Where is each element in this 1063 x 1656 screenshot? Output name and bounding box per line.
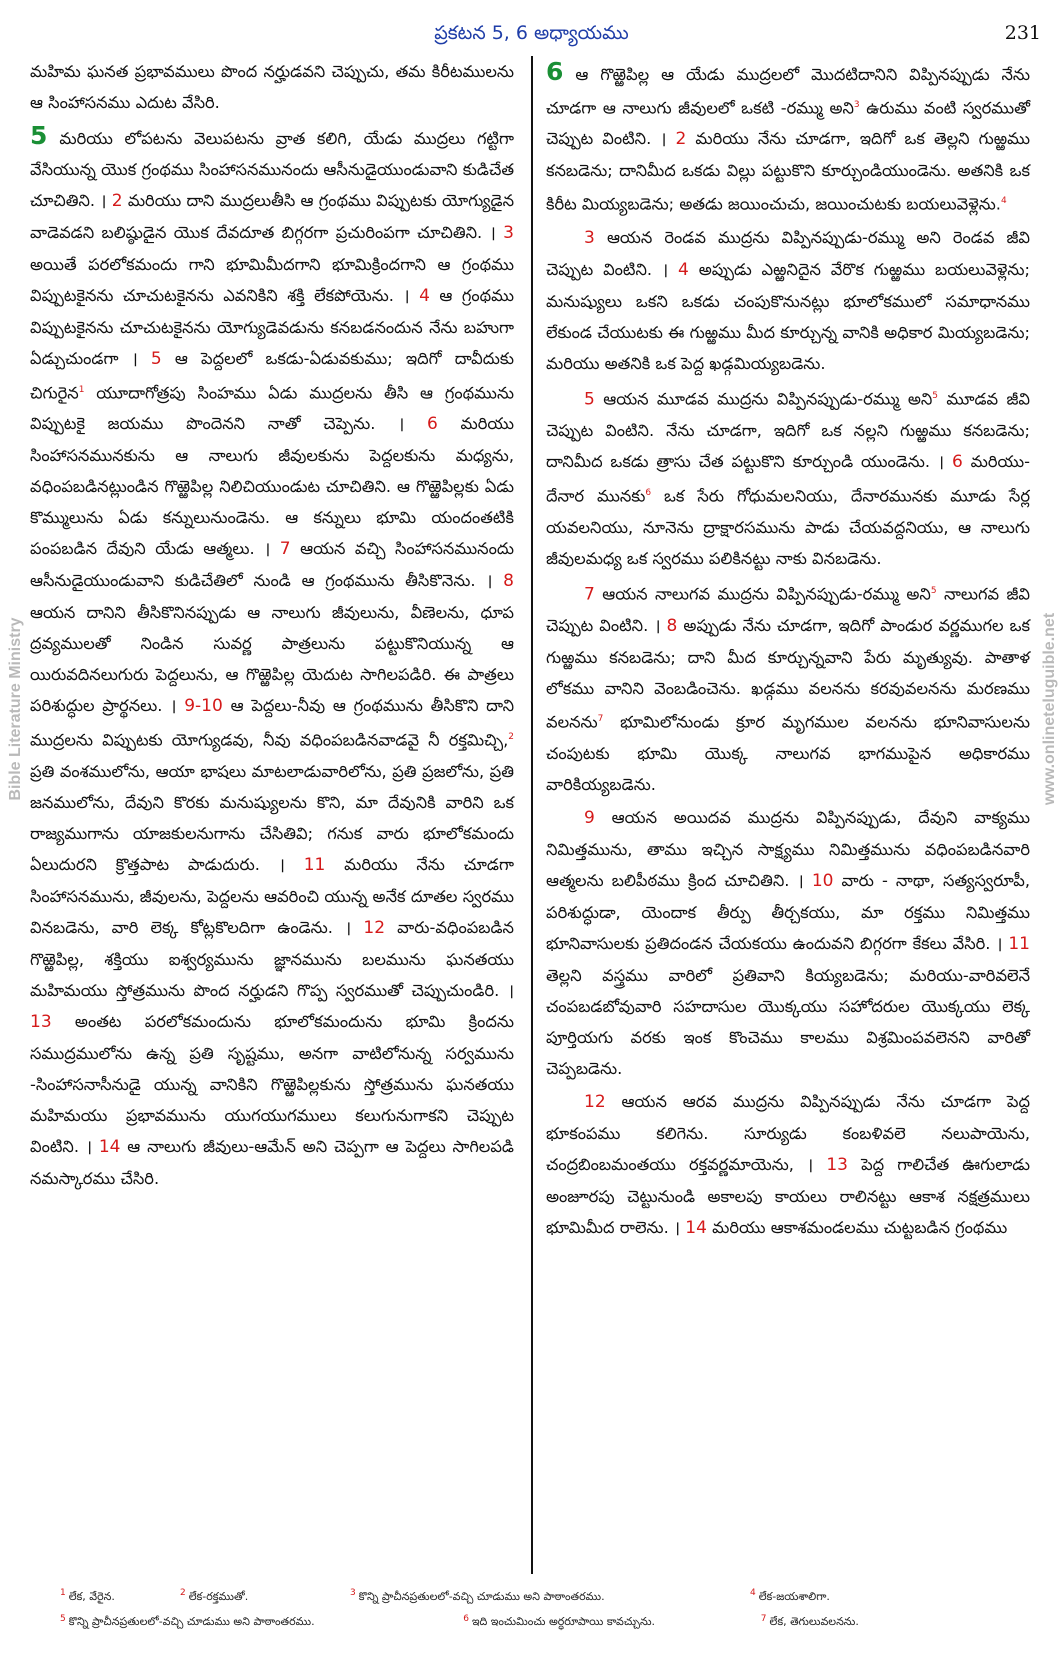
paragraph [546, 222, 1030, 379]
footnote-text: కొన్ని ప్రాచీనప్రతులలో-వచ్చి చూడుము అని పాఠాంతరము. [68, 1615, 315, 1629]
verse-text: అంతట పరలోకమందును భూలోకమందును భూమి క్రిందను సముద్రములోను ఉన్న ప్రతి సృష్టము, అనగా వాటిలోనున్న సర్వమును -సింహాసనాసీనుడై యున్న వానికిని గొఱ్ఱెపిల్లకును స్తోత్రమును ఘనతయు మహిమయు ప్రభావమును యుగయుగములు కలుగునుగాకని చెప్పుట వింటిని. । [30, 1011, 514, 1156]
paragraph [546, 56, 1030, 220]
verse-text: నాలుగవ జీవి చెప్పుట వింటిని. । [546, 584, 1030, 636]
footnote-marker: 4 [1000, 196, 1007, 207]
chapter-number: 5 [30, 121, 48, 150]
footnote [463, 1608, 761, 1634]
verse-number: 12 [363, 917, 386, 938]
footnote-text: లేక, తెగులువలనను. [769, 1615, 859, 1629]
paragraph [546, 802, 1030, 1084]
verse-text: మరియు ఆకాశమండలము చుట్టబడిన గ్రంథము [712, 1217, 1008, 1237]
verse-number: 8 [503, 571, 514, 592]
footnote [350, 1582, 750, 1608]
verse-text: ఆయన అయిదవ ముద్రను విప్పినప్పుడు, దేవుని వాక్యము నిమిత్తమును, తాము ఇచ్చిన సాక్ష్యము నిమిత్తమును వధింపబడినవారి ఆత్మలను బలిపీఠము క్రింద చూచితిని. । [546, 807, 1030, 890]
footnote [761, 1608, 1020, 1634]
verse-number: 7 [584, 584, 595, 605]
verse-number: 2 [111, 191, 123, 211]
verse-text: ఒక సేరు గోధుమలనియు, దేనారమునకు మూడు సేర్ల యవలనియు, నూనెను ద్రాక్షారసమును పాడు చేయవద్దనియు, ఆ నాలుగు జీవులమధ్య ఒక స్వరము పలికినట్టు నాకు వినబడెను. [546, 486, 1030, 568]
verse-text: ఆయన దానిని తీసికొనినప్పుడు ఆ నాలుగు జీవులును, వీణెలను, ధూప ద్రవ్యములతో నిండిన సువర్ణ పాత్రలును పట్టుకొనియున్న ఆ యిరువదినలుగురు పెద్దలును, ఆ గొఱ్ఱెపిల్ల యెదుట సాగిలపడిరి. ఈ పాత్రలు పరిశుద్ధుల ప్రార్థనలు. । [30, 603, 514, 716]
verse-text: ఉరుము వంటి స్వరముతో చెప్పుట వింటిని. । [546, 98, 1030, 149]
verse-number: 13 [826, 1154, 848, 1175]
verse-text: ఆయన రెండవ ముద్రను విప్పినప్పుడు-రమ్ము అని రెండవ జీవి చెప్పుట వింటిని. । [546, 227, 1030, 279]
footnote-marker: 6 [645, 488, 652, 499]
footnote-mark: 3 [350, 1588, 356, 1598]
footnote-mark: 6 [463, 1613, 469, 1624]
verse-number: 3 [584, 227, 595, 248]
verse-text: ఆ గ్రంథము విప్పుటకైనను చూచుటకైనను యోగ్యుడెవడును కనబడనందున నేను బహుగా ఏడ్చుచుండగా । [30, 286, 514, 368]
verse-number: 11 [303, 854, 326, 875]
verse-number: 12 [584, 1091, 606, 1112]
verse-number: 13 [30, 1011, 52, 1032]
verse-text: మరియు నేను చూడగా, ఇదిగో ఒక తెల్లని గుఱ్ఱము కనబడెను; దానిమీద ఒకడు విల్లు పట్టుకొని కూర్చుండియుండెను. అతనికి ఒక కిరీట మియ్యబడెను; అతడు జయించుచు, జయించుటకు బయలువెళ్లెను. [546, 129, 1030, 214]
paragraph [546, 576, 1030, 800]
verse-number: 4 [678, 259, 689, 280]
footnote [60, 1608, 463, 1634]
verse-number: 7 [279, 539, 291, 560]
footnote-marker: 5 [930, 585, 937, 596]
verse-text: మరియు సింహాసనమునకును ఆ నాలుగు జీవులకును పెద్దలకును మధ్యను, వధింపబడినట్లుండిన గొఱ్ఱెపిల్ల నిలిచియుండుట చూచితిని. ఆ గొఱ్ఱెపిల్లకు ఏడు కొమ్ములును ఏడు కన్నులునుండెను. ఆ కన్నులు భూమి యందంతటికి పంపబడిన దేవుని యేడు ఆత్మలు. । [30, 414, 514, 559]
footnote-mark: 1 [60, 1588, 66, 1598]
paragraph [546, 381, 1030, 574]
verse-text: ఆయన మూడవ ముద్రను విప్పినప్పుడు-రమ్ము అని [603, 389, 933, 409]
verse-number: 14 [685, 1217, 707, 1238]
verse-number: 5 [150, 349, 162, 369]
verse-text: ఆ పెద్దలు-నీవు ఆ గ్రంథమును తీసికొని దాని ముద్రలను విప్పుటకు యోగ్యుడవు, నీవు వధింపబడినవాడవై నీ రక్తమిచ్చి, [30, 696, 514, 750]
verse-number: 11 [1008, 933, 1030, 954]
running-title: ప్రకటన 5, 6 అధ్యాయము [434, 22, 629, 44]
paragraph [30, 56, 514, 118]
page-header [0, 22, 1063, 52]
chapter-number: 6 [546, 57, 564, 86]
footnote-mark: 4 [750, 1588, 756, 1598]
verse-number: 2 [675, 129, 687, 150]
verse-text: అప్పుడు నేను చూడగా, ఇదిగో పాండుర వర్ణముగల ఒక గుఱ్ఱము కనబడెను; దాని మీద కూర్చున్నవాని పేరు మృత్యువు. పాతాళ లోకము వానిని వెంబడించెను. ఖడ్గము వలనను కరవువలనను మరణము వలనను [546, 616, 1030, 732]
verse-number: 3 [503, 223, 514, 243]
footnote [180, 1582, 350, 1608]
verse-text: ఆ గొఱ్ఱెపిల్ల ఆ యేడు ముద్రలలో మొదటిదానిని విప్పినప్పుడు నేను చూడగా ఆ నాలుగు జీవులలో ఒకటి -రమ్ము అని [546, 65, 1030, 118]
verse-number: 6 [427, 414, 438, 435]
verse-number: 8 [666, 616, 678, 637]
paragraph [546, 1086, 1030, 1244]
verse-text: మరియు దాని ముద్రలుతీసి ఆ గ్రంథము విప్పుటకు యోగ్యుడైన వాడెవడని బలిష్ఠుడైన యొక దేవదూత బిగ్గరగా ప్రచురింపగా చూచితిని. । [30, 191, 514, 242]
footnote-mark: 2 [180, 1588, 186, 1598]
verse-text: ఆ పెద్దలలో ఒకడు-ఏడువకుము; ఇదిగో దావీదుకు చిగురైన [30, 349, 514, 403]
footnote-marker: 2 [508, 732, 514, 743]
footnote-row [60, 1608, 1020, 1634]
verse-number: 4 [419, 286, 430, 306]
column-divider [531, 56, 533, 1574]
verse-text: ఆయన నాలుగవ ముద్రను విప్పినప్పుడు-రమ్ము అని [602, 584, 931, 604]
left-vertical-watermark: Bible Literature Ministry [7, 617, 24, 801]
footnotes [60, 1582, 1020, 1633]
verse-number: 5 [584, 389, 595, 410]
verse-text: ఆయన వచ్చి సింహాసనమునందు ఆసీనుడైయుండువాని కుడిచేతిలో నుండి ఆ గ్రంథమును తీసికొనెను. । [30, 539, 514, 591]
verse-text: వారు-వధింపబడిన గొఱ్ఱెపిల్ల, శక్తియు ఐశ్వర్యమును జ్ఞానమును బలమును ఘనతయు మహిమయు స్తోత్రమును పొంద నర్హుడని గొప్ప స్వరముతో చెప్పుచుండిరి. । [30, 917, 514, 1000]
verse-text: ఆయన ఆరవ ముద్రను విప్పినప్పుడు నేను చూడగా పెద్ద భూకంపము కలిగెను. సూర్యుడు కంబళివలె నలుపాయెను, చంద్రబింబమంతయు రక్తవర్ణమాయెను, । [546, 1091, 1030, 1174]
footnote-text: లేక-జయశాలిగా. [758, 1589, 830, 1603]
verse-text: మూడవ జీవి చెప్పుట వింటిని. నేను చూడగా, ఇదిగో ఒక నల్లని గుఱ్ఱము కనబడెను; దానిమీద ఒకడు త్రాసు చేత పట్టుకొని కూర్చుండి యుండెను. । [546, 389, 1030, 472]
footnote-text: లేక, వేరైన. [68, 1589, 115, 1603]
verse-text: ప్రతి వంశములోను, ఆయా భాషలు మాటలాడువారిలోను, ప్రతి ప్రజలోను, ప్రతి జనములోను, దేవుని కొరకు మనుష్యులను కొని, మా దేవునికి వారిని ఒక రాజ్యముగాను యాజకులనుగాను చేసితివి; గనుక వారు భూలోకమందు ఏలుదురని క్రొత్తపాట పాడుదురు. । [30, 761, 514, 874]
verse-number: 14 [98, 1136, 121, 1157]
verse-text: తెల్లని వస్త్రము వారిలో ప్రతివాని కియ్యబడెను; మరియు-వారివలెనే చంపబడబోవువారి సహదాసుల యొక్కయు సహోదరుల యొక్కయు లెక్క పూర్తియగు వరకు ఇంక కొంచెము కాలము విశ్రమింపవలెనని వారితో చెప్పబడెను. [546, 965, 1030, 1078]
verse-text: మరియు లోపటను వెలుపటను వ్రాత కలిగి, యేడు ముద్రలు గట్టిగా వేసియున్న యొక గ్రంథము సింహాసనమునందు ఆసీనుడైయుండువాని కుడిచేత చూచితిని. । [30, 129, 514, 210]
right-column [546, 56, 1030, 1246]
footnote-text: ఇది ఇంచుమించు అర్ధరూపాయి కావచ్చును. [471, 1615, 656, 1629]
footnote-mark: 5 [60, 1613, 66, 1624]
footnote-mark: 7 [760, 1613, 767, 1624]
verse-text: యూదాగోత్రపు సింహము ఏడు ముద్రలను తీసి ఆ గ్రంథమును విప్పుటకై జయము పొందెనని నాతో చెప్పెను. । [30, 383, 515, 434]
footnote-marker: 7 [597, 714, 604, 725]
verse-text: పెద్ద గాలిచేత ఊగులాడు అంజూరపు చెట్టునుండి అకాలపు కాయలు రాలినట్టు ఆకాశ నక్షత్రములు భూమిమీద రాలెను. । [546, 1154, 1030, 1237]
footnote-marker: 1 [78, 385, 85, 395]
footnote-text: కొన్ని ప్రాచీనప్రతులలో-వచ్చి చూడుము అని పాఠాంతరము. [358, 1589, 605, 1603]
verse-number: 6 [951, 452, 963, 473]
paragraph [30, 120, 514, 1194]
verse-text: మరియు-దేనార మునకు [546, 452, 1030, 506]
verse-number: 9-10 [184, 696, 223, 717]
verse-number: 10 [811, 870, 834, 891]
right-vertical-watermark: www.onlineteluguible.net [1041, 612, 1058, 806]
left-column [30, 56, 514, 1196]
page-number: 231 [1004, 22, 1041, 44]
verse-text: ఆ నాలుగు జీవులు-ఆమేన్ అని చెప్పగా ఆ పెద్దలు సాగిలపడి నమస్కారము చేసిరి. [30, 1136, 514, 1188]
footnote-marker: 3 [853, 100, 860, 110]
verse-text: భూమిలోనుండు క్రూర మృగముల వలనను భూనివాసులను చంపుటకు భూమి యొక్క నాలుగవ భాగముపైన అధికారము వారికియ్యబడెను. [546, 712, 1031, 794]
verse-text: అయితే పరలోకమందు గాని భూమిమీదగాని భూమిక్రిందగాని ఆ గ్రంథము విప్పుటకైనను చూచుటకైనను ఎవనికిని శక్తి లేకపోయెను. । [30, 255, 514, 305]
footnote [60, 1582, 180, 1608]
verse-text: వారు - నాథా, సత్యస్వరూపీ, పరిశుద్ధుడా, యెందాక తీర్పు తీర్చకయు, మా రక్తము నిమిత్తము భూనివాసులకు ప్రతిదండన చేయకయు ఉందువని బిగ్గరగా కేకలు వేసిరి. । [546, 870, 1030, 953]
verse-number: 9 [584, 807, 595, 828]
verse-text: మరియు నేను చూడగా సింహాసనమును, జీవులను, పెద్దలను ఆవరించి యున్న అనేక దూతల స్వరము వినబడెను, వారి లెక్క కోట్లకొలదిగా ఉండెను. । [30, 854, 514, 937]
verse-text: అప్పుడు ఎఱ్ఱనిదైన వేరొక గుఱ్ఱము బయలువెళ్లెను; మనుష్యులు ఒకని ఒకడు చంపుకొనునట్లు భూలోకములో సమాధానము లేకుండ చేయుటకు ఈ గుఱ్ఱము మీద కూర్చున్న వానికి అధికార మియ్యబడెను; మరియు అతనికి ఒక పెద్ద ఖడ్గమియ్యబడెను. [546, 259, 1030, 373]
footnote-marker: 5 [932, 390, 939, 401]
footnote-text: లేక-రక్తముతో. [188, 1589, 249, 1603]
verse-text: మహిమ ఘనత ప్రభావములు పొంద నర్హుడవని చెప్పుచు, తమ కిరీటములను ఆ సింహాసనము ఎదుట వేసిరి. [30, 62, 514, 112]
footnote [750, 1582, 1020, 1608]
footnote-row [60, 1582, 1020, 1608]
